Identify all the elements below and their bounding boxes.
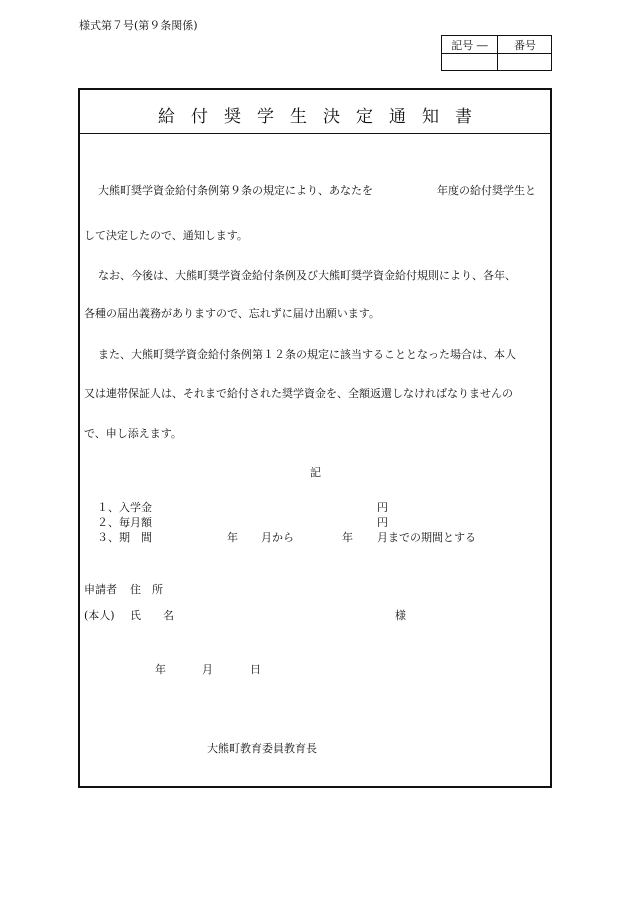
item3-month-from: 月から [261,531,294,544]
applicant-self-label: (本人) [84,609,115,622]
name-label: 氏 名 [130,609,174,622]
paragraph3-line1: また、大熊町奨学資金給付条例第１２条の規定に該当することとなった場合は、本人 [98,348,516,361]
item2-label: ２、毎月額 [97,516,152,529]
document-title: 給付奨学生決定通知書 [158,107,488,127]
ref-bangou-label: 番号 [514,39,536,52]
ref-kigou-label: 記号 ― [451,39,488,52]
form-number: 様式第７号(第９条関係) [79,19,198,32]
issuer-name: 大熊町教育委員教育長 [207,742,317,755]
item3-year-from: 年 [227,531,238,544]
paragraph3-line3: で、申し添えます。 [84,427,182,440]
date-month: 月 [202,663,213,676]
item1-unit: 円 [377,501,388,514]
paragraph1-line2: して決定したので、通知します。 [84,229,248,242]
paragraph2-line2: 各種の届出義務がありますので、忘れずに届け出願います。 [84,307,380,320]
paragraph1-line1b: 年度の給付奨学生と [437,184,536,197]
date-day: 日 [250,663,261,676]
item3-month-to: 月までの期間とする [377,531,476,544]
paragraph2-line1: なお、今後は、大熊町奨学資金給付条例及び大熊町奨学資金給付規則により、各年、 [98,269,516,282]
item3-year-to: 年 [342,531,353,544]
date-year: 年 [155,663,166,676]
applicant-label: 申請者 [84,583,117,596]
reference-number-table [441,35,552,71]
sama-honorific: 様 [395,609,406,622]
paragraph1-line1a: 大熊町奨学資金給付条例第９条の規定により、あなたを [98,184,373,197]
title-separator [80,133,550,134]
item2-unit: 円 [377,516,388,529]
ki-heading: 記 [310,466,321,479]
address-label: 住 所 [130,583,163,596]
paragraph3-line2: 又は連帯保証人は、それまで給付された奨学資金を、全額返還しなければなりませんの [84,387,513,400]
item3-label: ３、期 間 [97,531,152,544]
item1-label: １、入学金 [97,501,152,514]
